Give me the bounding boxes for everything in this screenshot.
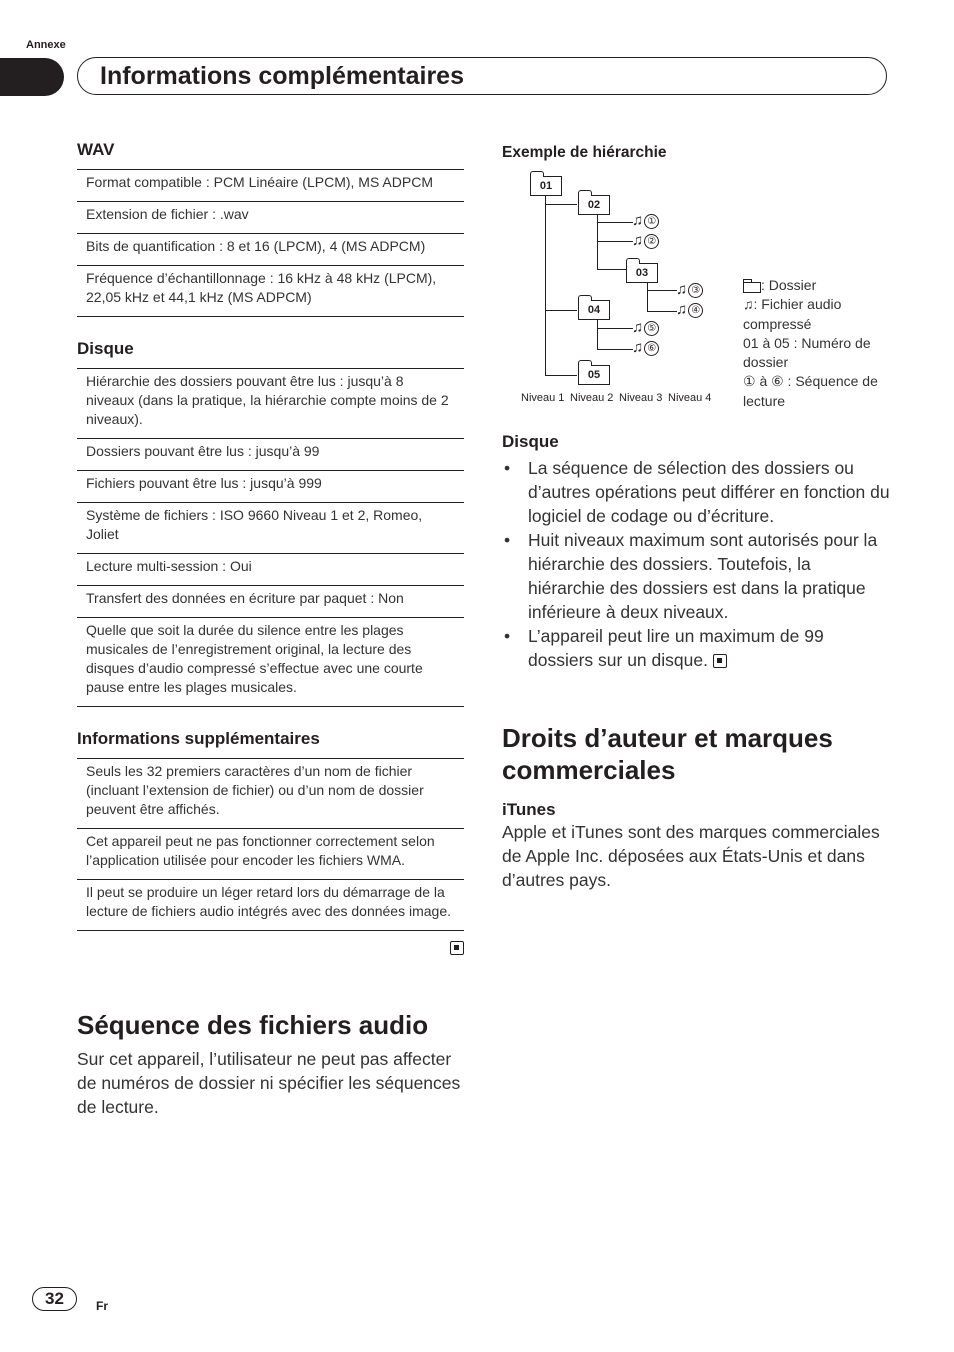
left-column bbox=[77, 140, 464, 1119]
table-row: Format compatible : PCM Linéaire (LPCM), MS ADPCM bbox=[77, 170, 464, 202]
disque2-list bbox=[502, 456, 892, 672]
table-row: Transfert des données en écriture par paquet : Non bbox=[77, 586, 464, 618]
table-row: Quelle que soit la durée du silence entre les plages musicales de l’enregistrement original, la lecture des disques d’audio compressé s’effectue avec une courte pause entre les plages musicales. bbox=[77, 618, 464, 707]
droits-heading: Droits d’auteur et marques commerciales bbox=[502, 723, 833, 785]
legend-sequence: ① à ⑥ : Séquence de lecture bbox=[743, 373, 878, 409]
list-item: • La séquence de sélection des dossiers ou d’autres opérations peut différer en fonction du logiciel de codage ou d’écriture. bbox=[502, 456, 892, 528]
table-row: Lecture multi-session : Oui bbox=[77, 554, 464, 586]
table-row: Fréquence d’échantillonnage : 16 kHz à 48 kHz (LPCM), 22,05 kHz et 44,1 kHz (MS ADPCM) bbox=[77, 266, 464, 317]
folder-icon: 03 bbox=[626, 263, 658, 283]
end-mark-icon bbox=[450, 941, 464, 955]
table-row: Fichiers pouvant être lus : jusqu’à 999 bbox=[77, 471, 464, 503]
infos-table bbox=[77, 758, 464, 931]
level-label: Niveau 4 bbox=[668, 392, 712, 404]
table-row: Seuls les 32 premiers caractères d’un nom de fichier (incluant l’extension de fichier) ou d’un nom de dossier peuvent être affichés. bbox=[77, 759, 464, 829]
hierarchy-heading: Exemple de hiérarchie bbox=[502, 144, 667, 161]
itunes-text: Apple et iTunes sont des marques commerciales de Apple Inc. déposées aux États-Unis et dans d’autres pays. bbox=[502, 822, 880, 890]
itunes-heading: iTunes bbox=[502, 800, 556, 819]
legend-folder-number: 01 à 05 : Numéro de dossier bbox=[743, 334, 871, 371]
infos-heading: Informations supplémentaires bbox=[77, 729, 320, 748]
list-item: • Huit niveaux maximum sont autorisés pour la hiérarchie des dossiers. Toutefois, la hiérarchie des dossiers est dans la pratique inférieure à deux niveaux. bbox=[502, 528, 892, 624]
language-code: Fr bbox=[96, 1299, 108, 1313]
hierarchy-legend bbox=[743, 276, 893, 411]
table-row: Extension de fichier : .wav bbox=[77, 202, 464, 234]
sequence-heading: Séquence des fichiers audio bbox=[77, 1010, 429, 1040]
table-row: Il peut se produire un léger retard lors du démarrage de la lecture de fichiers audio intégrés avec des données image. bbox=[77, 880, 464, 931]
table-row: Système de fichiers : ISO 9660 Niveau 1 et 2, Romeo, Joliet bbox=[77, 503, 464, 554]
table-row: Hiérarchie des dossiers pouvant être lus : jusqu’à 8 niveaux (dans la pratique, la hiérarchie compte moins de 2 niveaux). bbox=[77, 369, 464, 439]
legend-file: ♫: Fichier audio compressé bbox=[743, 296, 842, 332]
table-row: Cet appareil peut ne pas fonctionner correctement selon l’application utilisée pour encoder les fichiers WMA. bbox=[77, 829, 464, 880]
page-number: 32 bbox=[32, 1287, 77, 1311]
music-file-icon: ♫ ④ bbox=[676, 301, 703, 318]
music-file-icon: ♫ ⑥ bbox=[632, 339, 659, 356]
folder-icon: 04 bbox=[578, 300, 610, 320]
folder-icon: 02 bbox=[578, 195, 610, 215]
table-row: Dossiers pouvant être lus : jusqu’à 99 bbox=[77, 439, 464, 471]
folder-icon: 05 bbox=[578, 365, 610, 385]
section-label: Annexe bbox=[26, 39, 66, 51]
folder-icon: 01 bbox=[530, 176, 562, 196]
level-label: Niveau 3 bbox=[619, 392, 663, 404]
music-file-icon: ♫ ② bbox=[632, 232, 659, 249]
right-column bbox=[502, 432, 892, 892]
music-file-icon: ♫ ⑤ bbox=[632, 319, 659, 336]
page-title: Informations complémentaires bbox=[100, 62, 464, 90]
disque2-heading: Disque bbox=[502, 432, 559, 451]
disque-table bbox=[77, 368, 464, 707]
end-mark-icon bbox=[713, 654, 727, 668]
wav-heading: WAV bbox=[77, 140, 115, 159]
level-label: Niveau 2 bbox=[570, 392, 614, 404]
music-file-icon: ♫ bbox=[743, 296, 754, 313]
folder-icon bbox=[743, 282, 761, 293]
wav-table bbox=[77, 169, 464, 317]
list-item: • L’appareil peut lire un maximum de 99 dossiers sur un disque. bbox=[502, 624, 892, 672]
music-file-icon: ♫ ③ bbox=[676, 281, 703, 298]
legend-folder: : Dossier bbox=[743, 276, 893, 295]
level-label: Niveau 1 bbox=[521, 392, 565, 404]
music-file-icon: ♫ ① bbox=[632, 212, 659, 229]
sequence-text: Sur cet appareil, l’utilisateur ne peut pas affecter de numéros de dossier ni spécifier les séquences de lecture. bbox=[77, 1049, 461, 1117]
table-row: Bits de quantification : 8 et 16 (LPCM), 4 (MS ADPCM) bbox=[77, 234, 464, 266]
disque-heading: Disque bbox=[77, 339, 134, 358]
section-tab bbox=[0, 58, 64, 96]
